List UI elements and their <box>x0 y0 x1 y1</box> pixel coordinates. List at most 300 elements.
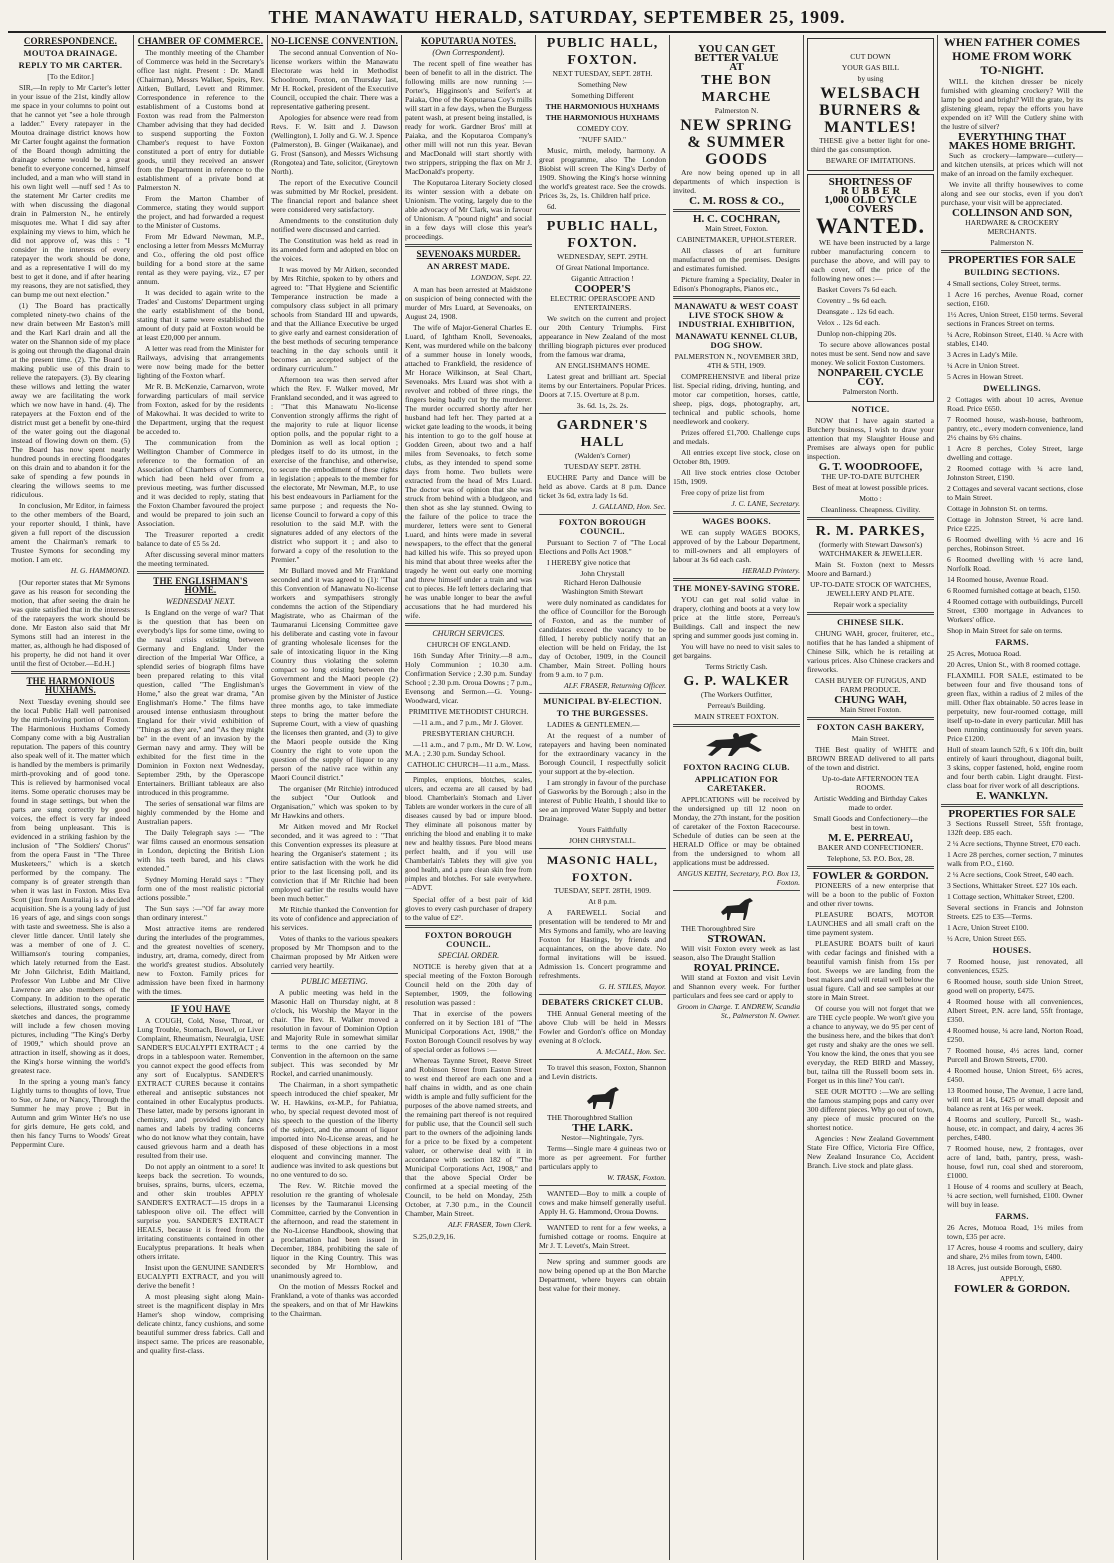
bon-marche: THE BON MARCHE <box>701 73 772 105</box>
ps2-sub: FARMS. <box>995 1211 1029 1221</box>
divider <box>11 671 130 674</box>
property-item: 2 ¼ Acre sections, Thynne Street, £70 each. <box>947 839 1081 848</box>
bv-line: GOODS <box>705 151 768 168</box>
fbc-text: I HEREBY give notice that <box>547 558 631 567</box>
chamber-p5: A letter was read from the Minister for Railways, advising that arrangements were now being made for the better lighting of the Foxton wharf. <box>137 344 264 380</box>
gb-line: YOUR GAS BILL <box>841 63 900 72</box>
nolicense-p12: Votes of thanks to the various speakers proposed by Mr Thompson and to the Chairman proposed by Mr Aitken were carried very heartily. <box>271 934 398 970</box>
fbc-sig: ALF. FRASER, Returning Officer. <box>564 681 666 690</box>
collinson: COLLINSON AND SON, <box>951 207 1073 219</box>
ex-text: COMPREHENSIVE and liberal prize list. Special riding, driving, hunting, and motor car competition, horses, cattle, sheep, pigs, dogs, photography, art, technical and public schools, home needlework and cookery. <box>673 372 800 426</box>
bv-line: AT <box>729 61 744 73</box>
property-item: 2 Roomed cottage with ¼ acre land, Johnston Street, £190. <box>947 464 1083 482</box>
ph2-text: We switch on the current and project our 20th Century Triumphs. First appearance in New Zealand of the most thrilling biograph pictures ever produced from the famous war drama, <box>539 314 666 359</box>
property-item: 18 Acres, just outside Borough, £680. <box>947 1263 1062 1272</box>
ps-list <box>941 279 1083 381</box>
mun-heading: MUNICIPAL BY-ELECTION. <box>543 696 662 706</box>
ph-line: THE HARMONIOUS HUXHAMS <box>545 113 660 122</box>
sr-line: R U B B E R <box>840 185 901 197</box>
property-item: ½ Acre, Union Street £65. <box>947 934 1027 943</box>
column-8 <box>938 35 1086 1560</box>
borough-p1: NOTICE is hereby given that at a special meeting of the Foxton Borough Council held on the 20th day of September, 1909, the following resolution was passed : <box>405 962 532 1007</box>
englishman-p2: The series of sensational war films are highly commended by the Home and Australian papers. <box>137 799 264 826</box>
nolicense-p1: The second annual Convention of No-license workers within the Manawatu Electorate was held in Methodist Schoolroom, Foxton, on Thursday last, Mr H. Rockel, president of the Executive Council, occupied the chair. There was a representative gathering present. <box>271 48 398 111</box>
nt-text: Best of meat at lowest possible prices. <box>812 483 929 492</box>
wf-addr: Palmerston N. <box>990 238 1034 247</box>
chamber-p1: The monthly meeting of the Chamber of Commerce was held in the Secretary's office last night. Present : Dr. Mandl (Chairman), Messrs Walker, Speirs, Rev. Aitken, Bullard, Levett and Rimmer. Correspondence in reference to the establishment of a Customs bond at Foxton was read from the Palmerston Chamber advising that they had decided to suspend supporting the Foxton Chamber's request to have Foxton constituted a port of entry for dutiable goods, until they received an answer from the Department in reference to the establishment of a private bond at Palmerston N. <box>137 48 264 192</box>
ph-line: COMEDY COY. <box>576 124 629 133</box>
rp-text: Repair work a speciality <box>833 600 908 609</box>
englishman-p3: The Daily Telegraph says :— "The war films caused an enormous sensation in London, depicting the British Lion with his teeth bared, and his claws extended." <box>137 828 264 873</box>
property-item: Several sections in Francis and Johnston Streets. £25 to £35—Terms. <box>947 903 1083 921</box>
wb-sig: HERALD Printery. <box>742 566 800 575</box>
nolicense-p9: The organiser (Mr Ritchie) introduced the subject "Our Outlook and Organisation," which was spoken to by Mr Hawkins and others. <box>271 784 398 820</box>
wf-sub: HARDWARE & CROCKERY MERCHANTS. <box>965 218 1059 236</box>
borough-heading: FOXTON BOROUGH COUNCIL. <box>425 930 512 949</box>
borough-p2: That in exercise of the powers conferred on it by Section 181 of "The Municipal Corporations Act, 1908," the Foxton Borough Council resolves by way of special order as follows :— <box>405 1009 532 1054</box>
fowler-gordon-sig: FOWLER & GORDON. <box>954 1283 1070 1295</box>
property-item: 1 Cottage section, Whittaker Street, £200. <box>947 892 1075 901</box>
ps2-list <box>941 819 1083 943</box>
divider <box>539 994 666 995</box>
ex-text: All entries except live stock, close on October 8th, 1909. <box>673 448 800 466</box>
dc-sig: A. McCALL, Hon. Sec. <box>596 1047 666 1056</box>
ph-line: Something New <box>577 80 628 89</box>
huxhams-article: Next Tuesday evening should see the local Public Hall well patronised by the mirth-loving portion of Foxton. The Harmonious Huxhams Comedy Company come with a big Australian reputation. The papers of this country also speak well of it. The matter which is handled by the members is primarily mirth-provoking and of good tone. This is relieved by harmonised vocal items. Some operatic choruses may be found in stage settings, but when the parts are sung correctly by good voices, the effect is very far indeed from being unpleasant. This is evidenced in a striking fashion by the inclusion of "The Soldiers' Chorus" from the opera Faust in "The Three Musketeers," which is a sketch performed by the company. The company is of greater strength than when it was last in Foxton. Miss Eva Scott (just from Australia) is a decided acquisition. She is a young lady of just 16 years of age, and sings coon songs with taste and sweetness. She is also a clever little dancer. Until lately she was a member of one of J. C. Williamson's touring companies, which lately returned from the East. Mr John Gilchrist, Edith Maitland, Professor Von Lubbe and Mr Clive Lawrence are also members of the Company. In addition to the operatic selections, illustrated songs, comedy sketches and dances, the programme will include a few chosen moving pictures, including "The King's Derby of 1909," which should prove an attraction in itself, showing as it does, the King's horse winning the world's greatest race. <box>11 697 130 1075</box>
mh-sig: G. H. STILES, Mayor. <box>599 982 666 991</box>
ps-list <box>941 395 1083 635</box>
ph-price: 6d. <box>547 202 557 211</box>
sr-item: Coventry .. 9s 6d each. <box>817 296 887 305</box>
ps2-apply: APPLY, <box>999 1274 1025 1283</box>
property-item: 20 Acres, Union St., with 8 roomed cottage. <box>947 660 1081 669</box>
chinese-silk-heading: CHINESE SILK. <box>837 617 904 627</box>
fb-text: THE Best quality of WHITE and BROWN BREAD delivered to all parts of the town and district. <box>807 745 934 772</box>
englishman-p6: Most attractive items are rendered during the interludes of the programmes, and the greatest novelties of scenery, industry, art, drama, comedy, direct from the world's greatest studios. Absolutely new to Foxton. Family prices for admission have been fixed in harmony with the times. <box>137 924 264 996</box>
rp-text: UP-TO-DATE STOCK OF WATCHES, JEWELLERY AND PLATE. <box>809 580 932 598</box>
nt-motto: Motto : <box>859 494 882 503</box>
mantles: MANTLES! <box>824 119 917 136</box>
st-sig: Groom in Charge. T. ANDREW, Scandia St., Palmerston N. Owner. <box>677 1002 800 1020</box>
property-item: Cottage in Johnston Street, ¼ acre land. Price £225. <box>947 515 1083 533</box>
letter-p1: SIR,—In reply to Mr Carter's letter in your issue of the 21st, kindly allow me space in your columns to point out that he cannot yet "see a hole through a ladder." Every ratepayer in the Moutoa drainage district knows how Mr Carter fought against the formation of the Board though admitting the drainage scheme would be a great benefit to everyone concerned, himself included, and a man who will stand in his own light well —nuff sed ! As to the statement Mr Carter credits me with when discussing the diagonal drain in Palmerston N., he entirely misquotes me. What I did say after explaining my views to him, which he did not approve of, was this : "I consider in the interests of every ratepayer the work should be done, and as a representative I will do my best to get it done, and if after hearing my reasons, they are not satisfied, they can bump me out next election." <box>11 83 130 299</box>
property-item: 1 Acre 16 perches, Avenue Road, corner section, £160. <box>947 290 1083 308</box>
mun-sub: TO THE BURGESSES. <box>556 708 649 718</box>
chamber-p3: From Mr Edward Newman, M.P., enclosing a letter from Messrs McMurray and Co., offering the old post office building for a bond store at the same rental as they were paying, viz., £7 per annum. <box>137 232 264 286</box>
sevenoaks-p1: A man has been arrested at Maidstone on suspicion of being connected with the murder of Mrs Luard, at Sevenoaks, on August 24, 1908. <box>405 285 532 321</box>
reply-heading: REPLY TO MR CARTER. <box>18 60 123 70</box>
ps2-list <box>941 957 1083 1209</box>
column-6 <box>670 35 804 1560</box>
chamberlain-ad: Pimples, eruptions, blotches, scales, ulcers, and eczema are all caused by bad blood. Chamberlain's Stomach and Liver Tablets are wonder workers in the cure of all diseases caused by bad or impure blood. They eliminate all poisonous matter by enriching the blood and enabling it to make new and healthy tissues. Pure blood means perfect health, and if you will use Chamberlain's Tablets they will give you good health, and a pure clean skin free from pimples and blotches. For sale everywhere.—ADVT. <box>405 776 532 892</box>
spacer <box>811 42 930 52</box>
ps-sub: FARMS. <box>995 637 1029 647</box>
hc-text: All classes of art furniture manufactured on the premises. Designs and estimates furnished. <box>673 246 800 273</box>
column-5 <box>536 35 670 1560</box>
public-meeting-heading: PUBLIC MEETING. <box>301 977 368 986</box>
strowan-heading: THE Thoroughbred Sire <box>681 924 756 933</box>
ps-list <box>941 649 1083 790</box>
fb-sub: BAKER AND CONFECTIONER. <box>817 843 924 852</box>
property-item: 4 Roomed cottage with outbuildings, Purcell Street, £300 mortgage in Advances to Workers' office. <box>947 597 1083 624</box>
moutoa-heading: MOUTOA DRAINAGE. <box>23 48 118 58</box>
englishman-heading: THE ENGLISHMAN'S HOME. <box>153 576 248 595</box>
bakery-heading: FOXTON CASH BAKERY, <box>816 722 925 732</box>
ex-date: PALMERSTON N., NOVEMBER 3RD, 4TH & 5TH, 1909. <box>674 352 799 370</box>
if-you-have-heading: IF YOU HAVE <box>170 1004 231 1014</box>
mun-text: LADIES & GENTLEMEN.— <box>547 720 640 729</box>
koputarua-p1: The recent spell of fine weather has been of benefit to all in the district. The following mills are now running :—Porter's, Higginson's and Seifert's at Paiaka, One of the Koputaroa Coy's mills will start in a few days, when the Burgess patent wash, at present being installed, is ready for work. Gardner Bros' mill at Paiaka, and the Koputaroa Company's other mill will not run this year. Bevan and MacDonald will start shortly with two strippers, stripping the flax on Mr J. MacDonald's property. <box>405 59 532 176</box>
mun-sig: JOHN CHRYSTALL. <box>569 836 636 845</box>
divider <box>539 848 666 849</box>
property-item: 6 Roomed dwelling with ½ acre land, Norfolk Road. <box>947 555 1083 573</box>
sanders-p3: Insist upon the GENUINE SANDER'S EUCALYPTI EXTRACT, and you will derive the benefit ! <box>137 1263 264 1290</box>
wanklyn: E. WANKLYN. <box>976 790 1048 802</box>
divider <box>271 973 398 974</box>
ph2-line: Of Great National Importance. <box>555 263 650 272</box>
hc-addr: Main Street, Foxton. <box>705 224 768 233</box>
welsbach: WELSBACH <box>820 85 921 102</box>
property-item: 4 Small sections, Coley Street, terms. <box>947 279 1061 288</box>
sr-item: Deansgate .. 12s 6d each. <box>817 307 894 316</box>
divider <box>539 514 666 515</box>
strowan-name: STROWAN. <box>707 933 766 945</box>
mun-text: I am strongly in favour of the purchase of Gasworks by the Borough ; also in the interest of Public Health, I should like to see an improved Water Supply and better Drainage. <box>539 778 666 823</box>
wb-text: WE can supply WAGES BOOKS, approved of by the Labour Department, to mill-owners and all employers of labour at 3s 6d each cash. <box>673 528 800 564</box>
bv-line: & SUMMER <box>687 134 786 151</box>
ms-sub: Perreau's Building. <box>707 701 766 710</box>
divider <box>539 413 666 414</box>
sr-text: WE have been instructed by a large rubber manufacturing concern to purchase the above, and will pay to each cover, off the price of the following new ones :— <box>811 238 930 283</box>
ms-addr: MAIN STREET FOXTON. <box>694 712 779 721</box>
fbc-heading: FOXTON BOROUGH COUNCIL. <box>559 517 646 536</box>
wanted-boy: WANTED—Boy to milk a couple of cows and make himself generally useful. Apply H. G. Hammond, Oroua Downs. <box>539 1189 666 1216</box>
ph-line: THE HARMONIOUS HUXHAMS <box>545 102 660 111</box>
properties-heading: PROPERTIES FOR SALE <box>948 254 1076 266</box>
fb-text: Up-to-date AFTERNOON TEA ROOMS. <box>822 774 919 792</box>
column-2 <box>134 35 268 1560</box>
dateline: LONDON, Sept. 22. <box>471 273 532 282</box>
gh-sub: (Walden's Corner) <box>574 451 631 460</box>
property-item: 1 House of 4 rooms and scullery at Beach, ¼ acre section, well furnished, £100. Owner will buy in lease. <box>947 1182 1083 1209</box>
borough-p3: Whereas Taynne Street, Reeve Street and Robinson Street from Easton Street to west end thereof are each one and a half chains in width, and as one chain width is ample and fully sufficient for the purposes of the above named streets, and the remaining part thereof is not required for public use, that the Council sell such part to the owners of the adjoining lands for a price to be fixed by a competent valuer, or otherwise deal with it in accordance with section 182 of "The Municipal Corporations Act, 1908," and that the above Special Order be confirmed at a special meeting of the Council, to be held on Monday, 25th October, at 7.30 p.m., in the Council Chamber, Main Street. <box>405 1056 532 1218</box>
sr-item: Velox .. 12s 6d each. <box>817 318 881 327</box>
lark-heading: THE Thoroughbred Stallion <box>547 1113 633 1122</box>
debaters-heading: DEBATERS CRICKET CLUB. <box>541 997 664 1007</box>
ps-sub: DWELLINGS. <box>983 383 1041 393</box>
property-item: Hull of steam launch 52ft, 6 x 10ft din, built entirely of kauri throughout, diagonal built, 3 skins, copper fastened, hold, engine room and four berth cabin. Light draught. First-class boat for river work of all descriptions. <box>947 745 1083 790</box>
special-order: SPECIAL ORDER. <box>437 951 500 960</box>
nt-text: NOW that I have again started a Butchery business, I wish to draw your attention that my Slaughter House and Premises are always open for public inspection. <box>807 416 934 461</box>
chamber-p7: The communication from the Wellington Chamber of Commerce in reference to the formation of an Association of Chambers of Commerce, which had been held over from a previous meeting, was further discussed and it was decided to reply, stating that the Foxton Chamber favoured the project and would be prepared to join such an Association. <box>137 438 264 528</box>
englishman-sub: WEDNESDAY NEXT. <box>165 597 236 606</box>
divider <box>539 1253 666 1254</box>
divider <box>673 724 800 727</box>
koputarua-sub: (Own Correspondent). <box>432 48 505 57</box>
property-item: 4 Roomed house, ¼ acre land, Norton Road, £250. <box>947 1026 1083 1044</box>
fg-text: Of course you will not forget that we are THE cycle people. We won't give you a chance to anyway, we do 95 per cent of the business here, and the bikes that don't get rusty and shaky are the ones we sell. You know the kind, the ones that you see everyday, the RED BIRD and Massey, but, tailna till the Russell boom sets in. Forget us in this line? You can't. <box>807 1004 934 1085</box>
sr-text: To secure above allowances postal notes must be sent. Send now and save money. We solicit Foxton Customers. <box>811 340 930 367</box>
column-4 <box>402 35 536 1560</box>
huxhams-heading: THE HARMONIOUS HUXHAMS. <box>26 676 115 695</box>
divider <box>539 214 666 215</box>
nolicense-p2: Apologies for absence were read from Revs. F. W. Isitt and J. Dawson (Wellington), I. Jolly and G. W. J. Spence (Palmerston), B. Ginger (Waikanae), and G. Frost (Sanson), and Messrs Wichsung (Rongotea) and Tate, solicitor, (Greytown North). <box>271 113 398 176</box>
public-hall-date: NEXT TUESDAY, SEPT. 28TH. <box>552 69 653 78</box>
divider <box>941 250 1083 253</box>
masthead: THE MANAWATU HERALD, SATURDAY, SEPTEMBER 25, 1909. <box>8 6 1106 33</box>
divider <box>941 804 1083 807</box>
nolicense-p11: Mr Ritchie thanked the Convention for its vote of confidence and appreciation of his services. <box>271 905 398 932</box>
bv-sig: C. M. ROSS & CO., <box>689 195 784 207</box>
editor-note: [Our reporter states that Mr Symons gave as his reason for seconding the motion, that after seeing the drain he was quite satisfied that in the interests of the ratepayers the work should be done. Mr Easton also said that Mr Symons still had an interest in the matter, as, although he had disposed of his property, he did not hand it over until the first of October.—Ed.H.] <box>11 578 130 668</box>
fg-text: PLEASURE BOATS, MOTOR LAUNCHES and all small craft on the time payment system. <box>807 910 934 937</box>
property-item: 17 Acres, house 4 rooms and scullery, dairy and share, 2½ miles from town, £400. <box>947 1243 1083 1261</box>
fg-text: SEE OUR MOTTO :—We are selling the famous stamping pops and carry over 300 different pieces. Why go out of town, any piece of music procured on the shortest notice. <box>807 1087 934 1132</box>
perreau: M. E. PERREAU, <box>828 832 913 844</box>
property-item: 3 Acres in Lady's Mile. <box>947 350 1018 359</box>
nonpareil: NONPAREIL CYCLE COY. <box>817 367 924 388</box>
divider <box>137 999 264 1002</box>
property-item: 26 Acres, Motuoa Road, 1½ miles from town, £35 per acre. <box>947 1223 1083 1241</box>
ph-text: Music, mirth, melody, harmony. A great programme, also The London Biobist will screen The King's Derby of 1909. Showing the King's horse winning the world's greatest race. See the crowds. Prices 3s, 2s, 1s. Children half price. <box>539 146 666 200</box>
gh-text: EUCHRE Party and Dance will be held as above. Cards at 8 p.m. Dance ticket 3s 6d, extra lady 1s 6d. <box>539 473 666 500</box>
column-7 <box>804 35 938 1560</box>
correspondence-heading: CORRESPONDENCE. <box>23 36 118 46</box>
arrest-heading: AN ARREST MADE. <box>427 261 510 271</box>
meeting-p4: On the motion of Messrs Rockel and Frankland, a vote of thanks was accorded the speakers, and on that of Mr Hawkins to the Chairman. <box>271 1282 398 1318</box>
sr-item: Basket Covers 7s 6d each. <box>817 285 897 294</box>
dc-text: THE Annual General meeting of the above Club will be held in Messrs Fowler and Gordon's office on Monday evening at 8 o'clock. <box>539 1009 666 1045</box>
divider <box>673 511 800 514</box>
ph2-line: AN ENGLISHMAN'S HOME. <box>555 361 650 370</box>
wf-text: We invite all thrifty housewives to come along and see our stocks, even if you don't purchase, your visit will be appreciated. <box>941 180 1083 207</box>
ph2-line: ELECTRIC OPERASCOPE AND ENTERTAINERS. <box>550 294 655 312</box>
hc-text: Picture framing a Speciality, Dealer in Edison's Phonographs, Pianos etc., <box>673 275 800 293</box>
property-item: 1 Acre, Union Street £100. <box>947 923 1029 932</box>
fg-text: PIONEERS of a new enterprise that will be a boon to the public of Foxton and other river towns. <box>807 881 934 908</box>
property-item: 3 Sections Russell Street, 55ft frontage, 132ft deep. £85 each. <box>947 819 1083 837</box>
divider <box>807 866 934 869</box>
fg-text: PLEASURE BOATS built of kauri with cedar facings and finished with a beautiful varnish finish from 15s per foot. Sweeps we are landing from the best makers and will retail well below the usual figure. Call and see samples at our store in Main Street. <box>807 939 934 1002</box>
church-1-text: 16th Sunday After Trinity.—8 a.m., Holy Communion ; 10.30 a.m. Confirmation Service ; 2.30 p.m. Sunday School ; 2.30 p.m. Oroua Downs ; 7 p.m., Evensong and Sermon.—G. Young-Woodward, vicar. <box>405 651 532 705</box>
notice-heading: NOTICE. <box>851 404 890 414</box>
divider <box>807 517 934 520</box>
borough-sig: ALF. FRASER, Town Clerk. <box>448 1220 532 1229</box>
meeting-p1: A public meeting was held in the Masonic Hall on Thursday night, at 8 o'clock, his Worship the Mayor in the chair. The Rev. R. Walker moved a resolution in favour of Dominion Option and Majority Rule in somewhat similar terms to the one carried by the Convention in the afternoon on the same subject. This was seconded by Mr Rockel, and carried unanimously. <box>271 988 398 1078</box>
property-item: 2 Cottages and several vacant sections, close to Main Street. <box>947 484 1084 502</box>
ms-text: Terms Strictly Cash. <box>705 662 768 671</box>
divider <box>673 209 800 212</box>
property-item: 1 Acre 28 perches, corner section, 7 minutes walk from P.O., £160. <box>947 850 1083 868</box>
ex-text: Prizes offered £1,700. Challenge cups and medals. <box>673 428 800 446</box>
divider <box>405 772 532 773</box>
bv-text: Are now being opened up in all departments of which inspection is invited. <box>673 168 800 195</box>
property-item: 4 Roomed house with all conveniences, Albert Street, P.N. acre land, 55ft frontage, £350. <box>947 997 1083 1024</box>
st-text: Will visit Foxton every week as last season, also The Draught Stallion <box>673 944 800 962</box>
property-item: 2 Cottages with about 10 acres, Avenue Road. Price £650. <box>947 395 1083 413</box>
st-text: Will stand at Foxton and visit Levin and Shannon every week. For further particulars and fees see card or apply to <box>673 973 800 1000</box>
property-item: Shop in Main Street for sale on terms. <box>947 626 1063 635</box>
church-2-text: —11 a.m., and 7 p.m., Mr J. Glover. <box>413 718 524 727</box>
nt-motto: Cleanliness. Cheapness. Civility. <box>820 505 921 514</box>
money-saving-heading: THE MONEY-SAVING STORE. <box>673 583 800 593</box>
property-item: 7 Roomed house, new, 2 frontages, over acre of land, bath, pantry, press, wash-house, fowl run, coal shed and storeroom, £1000. <box>947 1144 1083 1180</box>
ph-line: Something Different <box>571 91 634 100</box>
sr-addr: Palmerston North. <box>842 387 899 396</box>
wf-text: WILL the kitchen dresser be nicely furnished with gleaming crockery? Will the lamp be good and bright? Will the grate, by its glistening gleam, repay the efforts you have expended on it? Will the Cutlery shine with the lustre of silver? <box>941 77 1083 131</box>
ph2-line: Gigantic Attraction ! <box>571 274 634 283</box>
meeting-p2: The Chairman, in a short sympathetic speech introduced the chief speaker, Mr W. H. Hawkins, ex-M.P., for Pahiatua, who, by special request devoted most of his speech to the question of the liberty of the subject, and the amount of liquor imported into No-License areas, and he disposed of these objections in a most eloquent and convincing manner. The audience was invited to ask questions but no one ventured to do so. <box>271 1080 398 1179</box>
bv-line: NEW SPRING <box>680 117 793 134</box>
property-item: ¼ Acre in Union Street. <box>947 361 1020 370</box>
koputarua-heading: KOPUTARUA NOTES. <box>420 36 517 46</box>
to-editor: [To the Editor.] <box>47 72 94 81</box>
fg-text: Agencies : New Zealand Government State Fire Office, Victoria Fire Office, New Zealand Insurance Co, Accident Branch. Live stock and plate glass. <box>807 1134 934 1170</box>
fbc-text: Pursuant to Section 7 of "The Local Elections and Polls Act 1908." <box>539 538 666 556</box>
sanders-p1: A COUGH, Cold, Nose, Throat, or Lung Trouble, Stomach, Bowel, or Liver Complaint, Rheumatism, Neuralgia, USE SANDER'S EUCALYPTI EXTRACT ; 4 drops in a tablespoon water. Remember, you cannot expect the good effects from any sort of Eucalyptus. SANDER'S EXTRACT CURES because it contains ethereal and antiseptic substances not contained in other Eucalyptus products. These latter, made by persons ignorant in chemistry, and provided with fancy names and labels by trading concerns who do not know what they contain, have caused grievous harm and a death has resulted from their use. <box>137 1016 264 1160</box>
racehorse-icon <box>702 730 772 760</box>
gh-sig: J. GALLAND, Hon. Sec. <box>591 502 666 511</box>
nolicense-p6: It was moved by Mr Aitken, seconded by Mrs Ritchie, spoken to by others and agreed to: "That Hygiene and Scientific Temperance instruction be made a compulsory class subject in all primary schools from Standard III and upwards, and that the Alliance Executive be urged to give early and earnest consideration of the best methods of securing temperance teaching in the day schools until it becomes an accepted subject of the ordinary curriculum." <box>271 265 398 373</box>
column-3 <box>268 35 402 1560</box>
horse-icon <box>717 894 757 922</box>
rp-sub: (formerly with Stewart Dawson's) WATCHMAKER & JEWELLER. <box>818 540 923 558</box>
gardners-hall-heading: GARDNER'S HALL <box>556 418 649 450</box>
divider <box>539 1219 666 1220</box>
property-item: 3 Sections, Whittaker Street. £27 10s each. <box>947 881 1078 890</box>
wf-heading: WHEN FATHER COMES HOME FROM WORK TO-NIGHT. <box>943 35 1081 77</box>
ph2-prices: 3s. 6d. 1s, 2s. 2s. <box>576 401 629 410</box>
property-item: 4 Rooms and scullery, Purcell St., wash-house, etc. in compact, and dairy, 4 acres 36 perches, £480. <box>947 1115 1083 1142</box>
nolicense-p4: Amendments to the constitution duly notified were discussed and carried. <box>271 216 398 234</box>
properties-2-heading: PROPERTIES FOR SALE <box>948 808 1076 820</box>
ms-text: You will have no need to visit sales to get bargains. <box>673 642 800 660</box>
burners: BURNERS & <box>819 102 922 119</box>
walker-name: G. P. WALKER <box>683 674 790 689</box>
chamber-p4: It was decided to again write to the Trades' and Customs' Department urging the early establishment of the bond, stating that it same were established the amount of duty paid at Foxton would be at least £20,000 per annum. <box>137 288 264 342</box>
property-item: 13 Roomed house, The Avenue, 1 acre land, will rent at 14s, £425 or small deposit and balance as rent at 16s per week. <box>947 1086 1083 1113</box>
nolicense-p10: Mr Aitken moved and Mr Rockel seconded, and it was agreed to : "That this Convention expresses its pleasure at hearing the Organiser's statement ; its entire satisfaction with the work he did prior to the last licensing poll, and its conviction that if Mr Ritchie had been employed earlier the results would have been much better." <box>271 822 398 903</box>
sr-line: 1,000 OLD CYCLE COVERS <box>824 194 917 215</box>
rc-sub: APPLICATION FOR CARETAKER. <box>694 774 779 793</box>
property-item: 7 Roomed house, just renovated, all conveniences, £525. <box>947 957 1083 975</box>
sr-line: SHORTNESS OF <box>828 176 913 188</box>
property-item: 1 Acre 8 perches, Coley Street, large dwelling and cottage. <box>947 444 1083 462</box>
chamber-p8: The Treasurer reported a credit balance to date of £5 5s 2d. <box>137 530 264 548</box>
hamer-notice: A most pleasing sight along Main-street is the magnificent display in Mrs Hamer's shop window, comprising delicate chintz, fancy cushions, and some beautiful summer dress fabrics. Call and inspect same. The prices are reasonable, and quality first-class. <box>137 1292 264 1355</box>
mh-date: TUESDAY, SEPT. 28TH, 1909. <box>553 886 652 895</box>
fowler-gordon-heading: FOWLER & GORDON. <box>812 870 929 882</box>
welsbach-ad <box>807 38 934 171</box>
nolicense-p5: The Constitution was held as read in its amended form and adopted en bloc on the voices. <box>271 236 398 263</box>
church-4: CATHOLIC CHURCH—11 a.m., Mass. <box>407 760 530 769</box>
koputarua-p2: The Koputaroa Literary Society closed its winter session with a debate on Unionism. The voting, largely due to the able advocacy of Mr Clark, was in favour of Unionism. A "pound night" and social in a few days will close this year's proceedings. <box>405 178 532 241</box>
divider <box>673 578 800 581</box>
public-hall-heading: PUBLIC HALL, FOXTON. <box>546 36 659 68</box>
fbc-names: John Chrystall Richard Heron Dalhousie Washington Smith Stewart <box>561 569 644 596</box>
fb-addr: Main Street. <box>851 734 890 743</box>
chamber-p6: Mr R. B. McKenzie, Carnarvon, wrote forwarding particulars of mail service from Foxton, asked for by the residents of Makowhai. It was decided to write to the Department, urging that the request be acceded to. <box>137 382 264 436</box>
nolicense-p8: Mr Bullard moved and Mr Frankland seconded and it was agreed to (1): "That this Convention of Manawatu No-license workers and sympathisers strongly condemns the action of the Stipendiary Magistrate, who as Chairman of the Taumaranui Licensing Committee gave his deliberate and casting vote in favour of granting wholesale licenses for the sale of intoxicating liquor in the King Country thus violating the solemn compact so long existing between the Government and the Maori people (2) urges the Government in view of the promise given by the Minister of Justice three months ago, to take immediate steps to bring the matter before the Supreme Court, with a view of quashing the licenses then granted, and (3) to give the Maori people outside the King Country the right to vote upon the question of the supply of liquor to any person of the native race within any Maori Council district." <box>271 566 398 782</box>
cs-addr: Main Street Foxton. <box>840 705 901 714</box>
divider <box>137 571 264 574</box>
ph2-date: WEDNESDAY, SEPT. 29TH. <box>557 252 648 261</box>
lark-sig: W. TRASK, Foxton. <box>607 1173 666 1182</box>
divider <box>539 693 666 694</box>
columns <box>8 35 1106 1560</box>
property-item: 25 Acres, Motuoa Road. <box>947 649 1022 658</box>
bv-line: Palmerston N. <box>714 106 759 115</box>
parkes-name: R. M. PARKES, <box>815 524 926 539</box>
hc-trade: CABINETMAKER, UPHOLSTERER. <box>676 235 797 244</box>
sevenoaks-heading: SEVENOAKS MURDER. <box>416 249 521 259</box>
nolicense-p3: The report of the Executive Council was submitted by Mr Rockel, president. The financial report and balance sheet were considered very satisfactory. <box>271 178 398 214</box>
englishman-p5: The Sun says :—"Of far away more than ordinary interest." <box>137 904 264 922</box>
gb-line: by using <box>857 74 884 83</box>
gh-date: TUESDAY SEPT. 28TH. <box>564 462 641 471</box>
sanders-p2: Do not apply an ointment to a sore! It keeps back the secretion. To wounds, bruises, sprains, burns, ulcers, eczema, and other skin troubles APPLY SANDER'S EXTRACT—15 drops in a tablespoon olive oil. The effect will surprise you. SANDER'S EXTRACT HEALS, because it is freed from the irritating constituents contained in other Eucalyptus preparations. It heals when others irritate. <box>137 1162 264 1261</box>
cs-text: CHUNG WAH, grocer, fruiterer, etc., notifies that he has landed a shipment of Chinese Silk, which he is retailing at various prices. Also Chinese crackers and fireworks. <box>807 629 934 674</box>
ps2-list <box>941 1223 1083 1272</box>
mun-text: Yours Faithfully <box>577 825 628 834</box>
masonic-heading: MASONIC HALL, FOXTON. <box>546 853 658 884</box>
property-item: Cottage in Johnston St. on terms. <box>947 504 1048 513</box>
property-item: ¼ Acre, Robinson Street, £140. ¼ Acre with stables, £140. <box>947 330 1083 348</box>
ms-sub: (The Workers Outfitter, <box>700 690 773 699</box>
sr-item: Dunlop non-chipping 20s. <box>817 329 897 338</box>
ps-sub: BUILDING SECTIONS. <box>964 267 1060 277</box>
divider <box>807 717 934 720</box>
ex-sig: J. C. LANE, Secretary. <box>731 499 800 508</box>
bv-line: YOU CAN GET <box>697 43 775 55</box>
letter-p2: (1) The Board has practically completed ninety-two chains of the new drain between Mr Easton's mill and the Karl Karl drain and all the water on the Shannon side of my place is going out through the diagonal drain at the present time. (2). The Board is making public use of this drain to relieve the ratepayers. (3). By clearing these willows and letting the water away we are facilitating the work which we now have in hand. (4). The ratepayers at the Foxton end of the district must get a benefit by one-third of the water going out the diagonal instead of flowing down on them. (5) The Board has now spent nearly hundred pounds in erecting floodgates on this drain and to abandon it for the sake of spending a few pounds in clearing the willows seems to me ridiculous. <box>11 301 130 499</box>
racing-heading: FOXTON RACING CLUB. <box>683 762 790 772</box>
mh-time: At 8 p.m. <box>588 897 617 906</box>
church-2: PRIMITIVE METHODIST CHURCH. <box>408 707 529 716</box>
ex-text: Free copy of prize list from <box>681 488 765 497</box>
property-item: 6 Roomed furnished cottage at beach, £150. <box>947 586 1081 595</box>
divider <box>405 244 532 247</box>
poem: In the spring a young man's fancy Lightly turns to thoughts of love, True to Sue, or Jane, or Nancy, Through the Summer he may prove ; But in Autumn and grim Winter He's no use for girls demure, He gets cold, and then his fancy Turns to Woods' Great Peppermint Cure. <box>11 1077 130 1149</box>
wf-line: EVERYTHING THAT MAKES HOME BRIGHT. <box>948 131 1076 152</box>
divider <box>539 1185 666 1186</box>
gloves-offer: Special offer of a best pair of kid gloves to every cash purchaser of drapery to the value of £2°. <box>405 895 532 922</box>
meeting-p3: The Rev. W. Ritchie moved the resolution re the granting of wholesale licenses by the Taumaranui Licensing Committee, carried by the Convention in the afternoon, and read the statement in the No-License Handbook, showing that a proclamation had been issued in December, 1884, prohibiting the sale of liquor in the King Country. This was seconded by Mr Hornblow, and unanimously agreed to. <box>271 1181 398 1280</box>
public-hall-2-heading: PUBLIC HALL, FOXTON. <box>546 219 659 251</box>
chamber-p9: After discussing several minor matters the meeting terminated. <box>137 550 264 568</box>
property-item: 5 Acres in Howan Street. <box>947 372 1024 381</box>
divider <box>673 296 800 299</box>
church-3-text: —11 a.m., and 7 p.m., Mr D. W. Low, M.A. ; 2.30 p.m. Sunday School. <box>405 740 532 758</box>
gb-text: THESE give a better light for one-third the gas consumption. <box>811 136 930 154</box>
property-item: 2 ¼ Acre sections, Cook Street, £40 each. <box>947 870 1074 879</box>
divider <box>807 612 934 615</box>
nolicense-heading: NO-LICENSE CONVENTION. <box>271 36 398 46</box>
church-heading: CHURCH SERVICES. <box>432 629 505 638</box>
divider <box>405 925 532 928</box>
ph-line: "NUFF SAID." <box>578 135 627 144</box>
property-item: 6 Roomed dwelling with ½ acre and 16 perches, Robinson Street. <box>947 535 1083 553</box>
nolicense-p7: Afternoon tea was then served after which the Rev. F. Walker moved, Mr Frankland seconded, and it was agreed to : "That this Manawatu No-license Convention strongly affirms the right of the majority to rule at liquor license option polls, and the popular right to a Dominion as well as local option ; pledges itself to do its utmost, in the exercise of the franchise, and otherwise, to secure the embodiment of these rights in legislation ; appeals to the member for the electorate, Mr Newman, M.P., to use his best endeavours in Parliament for the same purpose ; and requests the No-license Council to forward a copy of this resolution to the said M.P. with the signatures added of any electors of the district who support it ; and also to forward a copy of the resolution to the Premier." <box>271 375 398 564</box>
chamber-heading: CHAMBER OF COMMERCE. <box>137 36 264 46</box>
lark-text: Terms—Single mare 4 guineas two or more as per agreement. For further particulars apply to <box>539 1144 666 1171</box>
rc-text: APPLICATIONS will be received by the undersigned up till 12 noon on Monday, the 27th instant, for the position of caretaker of the Foxton Racecourse. Schedule of duties can be seen at the HERALD Office or may be obtained from the undersigned to whom all applications must be addressed. <box>673 795 800 867</box>
lark-sub: Nestor—Nightingale, 7yrs. <box>561 1133 644 1142</box>
mh-text: A FAREWELL Social and presentation will be tendered to Mr and Mrs Symons and family, who are leaving Foxton for Hastings, by friends and acquaintances, on the above date. No formal invitations will be issued. Admission 1s. Concert programme and refreshments. <box>539 908 666 980</box>
rp-text: Main St. Foxton (next to Messrs Moore and Barnard.) <box>807 560 934 578</box>
property-item: 7 Roomed house, wash-house, bathroom, pantry, etc., every modern convenience, land 2½ chains by 6½ chains. <box>947 415 1083 442</box>
fbc-text: were duly nominated as candidates for the office of Councillor for the Borough of Foxton, and as the number of candidates exceed the vacancy to be filled, I hereby publicly notify that an election will be held on Friday, the 1st day of October, 1909, in the Council Chamber, Main Street. Polling hours from 9 a.m. to 7 p.m. <box>539 598 666 679</box>
